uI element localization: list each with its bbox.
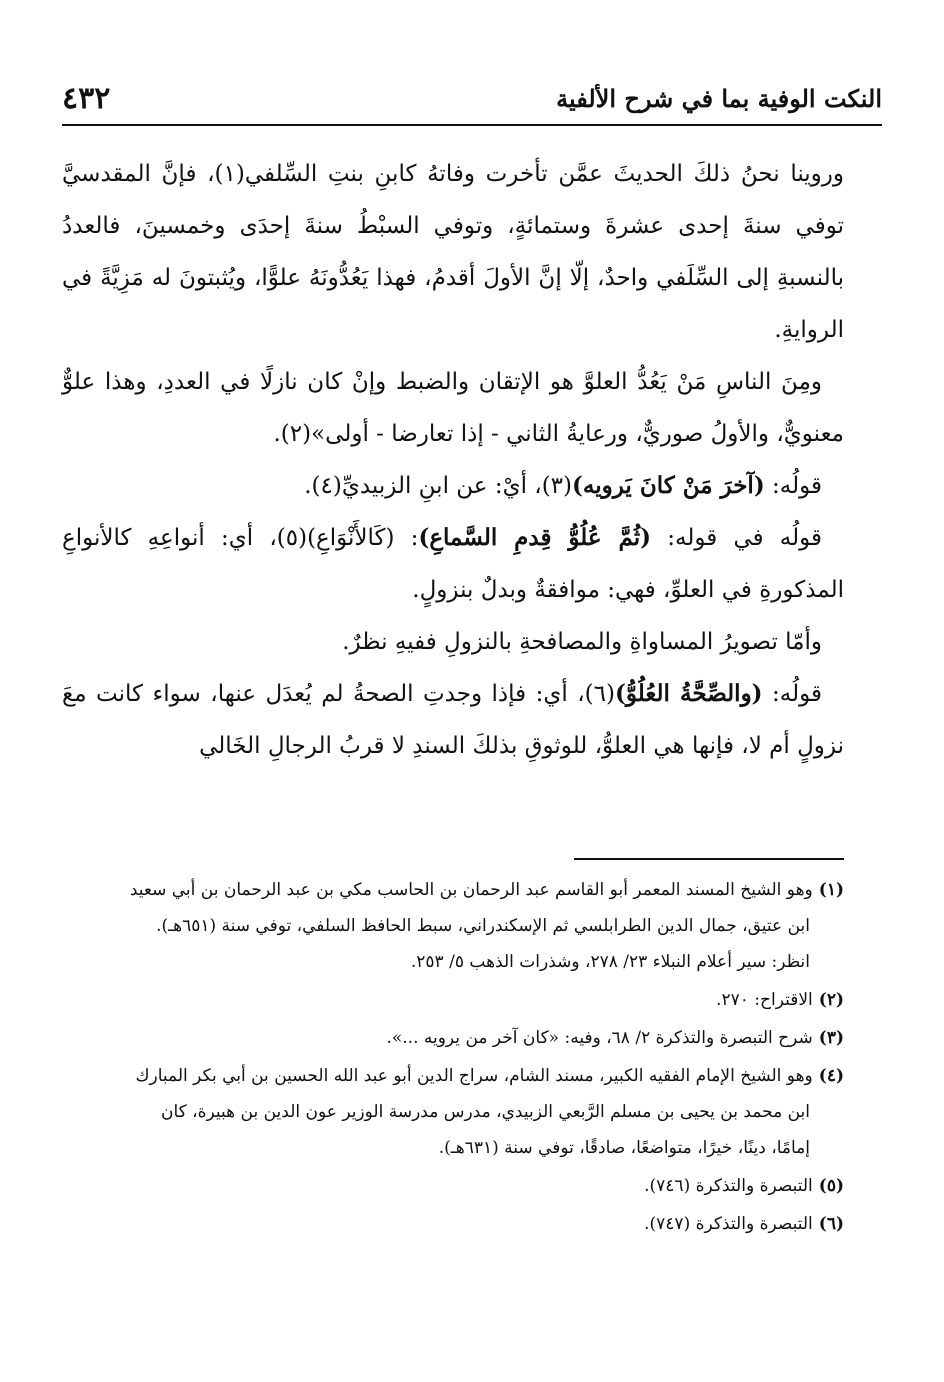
footnote-text: التبصرة والتذكرة (٧٤٧). — [644, 1214, 813, 1234]
page-number: ٤٣٢ — [62, 80, 111, 116]
paragraph-4-quote: (ثُمَّ عُلُوُّ قِدمِ السَّماعِ) — [418, 524, 652, 551]
footnote-rule — [574, 858, 844, 860]
paragraph-3 — [62, 460, 844, 512]
footnote-continuation: إمامًا، دينًا، خيرًا، متواضعًا، صادقًا، توفي سنة (٦٣١هـ). — [438, 1138, 810, 1158]
footnote-continuation: ابن محمد بن يحيى بن مسلم الرَّبعي الزبيدي، مدرس مدرسة الوزير عون الدين بن هبيرة، كان — [160, 1102, 810, 1122]
footnote-text: وهو الشيخ الإمام الفقيه الكبير، مسند الشام، سراج الدين أبو عبد الله الحسين بن أبي بكر المبارك — [135, 1066, 813, 1086]
footnote-4 — [62, 1058, 844, 1166]
header-rule — [62, 124, 882, 126]
paragraph-6-prefix: قولُه: — [762, 681, 823, 707]
footnote-5 — [62, 1168, 844, 1204]
footnote-3 — [62, 1020, 844, 1056]
main-text — [62, 148, 844, 772]
page-header — [62, 80, 882, 116]
paragraph-2: ومِنَ الناسِ مَنْ يَعُدُّ العلوَّ هو الإتقان والضبط وإنْ كان نازلًا في العددِ، وهذا علوٌّ معنويٌّ، والأولُ صوريٌّ، ورعايةُ الثاني - إذا تعارضا - أولى»(٢). — [62, 369, 844, 447]
footnote-number: (٦) — [818, 1214, 844, 1234]
paragraph-6-quote: (والصِّحَّةُ العُلُوُّ) — [615, 680, 763, 707]
footnote-continuation: انظر: سير أعلام النبلاء ٢٣/ ٢٧٨، وشذرات الذهب ٥/ ٢٥٣. — [410, 952, 810, 972]
paragraph-3-prefix: قولُه: — [764, 473, 822, 499]
footnote-text: وهو الشيخ المسند المعمر أبو القاسم عبد الرحمان بن الحاسب مكي بن عبد الرحمان بن أبي سعيد — [129, 880, 813, 900]
paragraph-3-suffix: (٣)، أيْ: عن ابنِ الزبيديِّ(٤). — [304, 473, 573, 499]
footnote-2 — [62, 982, 844, 1018]
footnote-6 — [62, 1206, 844, 1242]
footnote-number: (٤) — [818, 1066, 844, 1086]
running-title: النكت الوفية بما في شرح الألفية — [556, 83, 882, 113]
paragraph-1: وروينا نحنُ ذلكَ الحديثَ عمَّن تأخرت وفاتهُ كابنِ بنتِ السِّلفي(١)، فإنَّ المقدسيَّ توفي سنةَ إحدى عشرةَ وستمائةٍ، وتوفي السبْطُ سنةَ إحدَى وخمسينَ، فالعددُ بالنسبةِ إلى السِّلَفي واحدٌ، إلّا إنَّ الأولَ أقدمُ، فهذا يَعُدُّونَهُ علوًّا، ويُثبتونَ له مَزِيَّةً في الروايةِ. — [62, 161, 845, 343]
footnote-number: (٢) — [818, 990, 844, 1010]
footnote-text: الاقتراح: ٢٧٠. — [716, 990, 813, 1010]
footnote-continuation: ابن عتيق، جمال الدين الطرابلسي ثم الإسكندراني، سبط الحافظ السلفي، توفي سنة (٦٥١هـ). — [156, 916, 810, 936]
paragraph-5: وأمّا تصويرُ المساواةِ والمصافحةِ بالنزولِ ففيهِ نظرٌ. — [342, 629, 822, 655]
footnote-number: (٣) — [818, 1028, 844, 1048]
paragraph-4 — [62, 512, 844, 616]
paragraph-4-suffix: : (كَالأَنْوَاعِ)(٥)، أي: أنواعِهِ كالأنواعِ المذكورةِ في العلوِّ، فهي: موافقةٌ وبدلٌ بنزولٍ. — [62, 525, 844, 603]
paragraph-6-suffix: (٦)، أي: فإذا وجدتِ الصحةُ لم يُعدَل عنها، سواء كانت معَ نزولٍ أم لا، فإنها هي العلوُّ، للوثوقِ بذلكَ السندِ لا قربُ الرجالِ الخَالي — [62, 681, 844, 759]
footnote-text: شرح التبصرة والتذكرة ٢/ ٦٨، وفيه: «كان آخر من يرويه ...». — [386, 1028, 813, 1048]
footnote-number: (٥) — [818, 1176, 844, 1196]
paragraph-6 — [62, 668, 844, 772]
paragraph-4-prefix: قولُه في قوله: — [651, 525, 823, 551]
footnote-text: التبصرة والتذكرة (٧٤٦). — [644, 1176, 813, 1196]
paragraph-3-quote: (آخرَ مَنْ كانَ يَرويه) — [572, 472, 765, 499]
footnote-number: (١) — [818, 880, 844, 900]
footnote-1 — [62, 872, 844, 980]
footnotes — [62, 872, 844, 1244]
